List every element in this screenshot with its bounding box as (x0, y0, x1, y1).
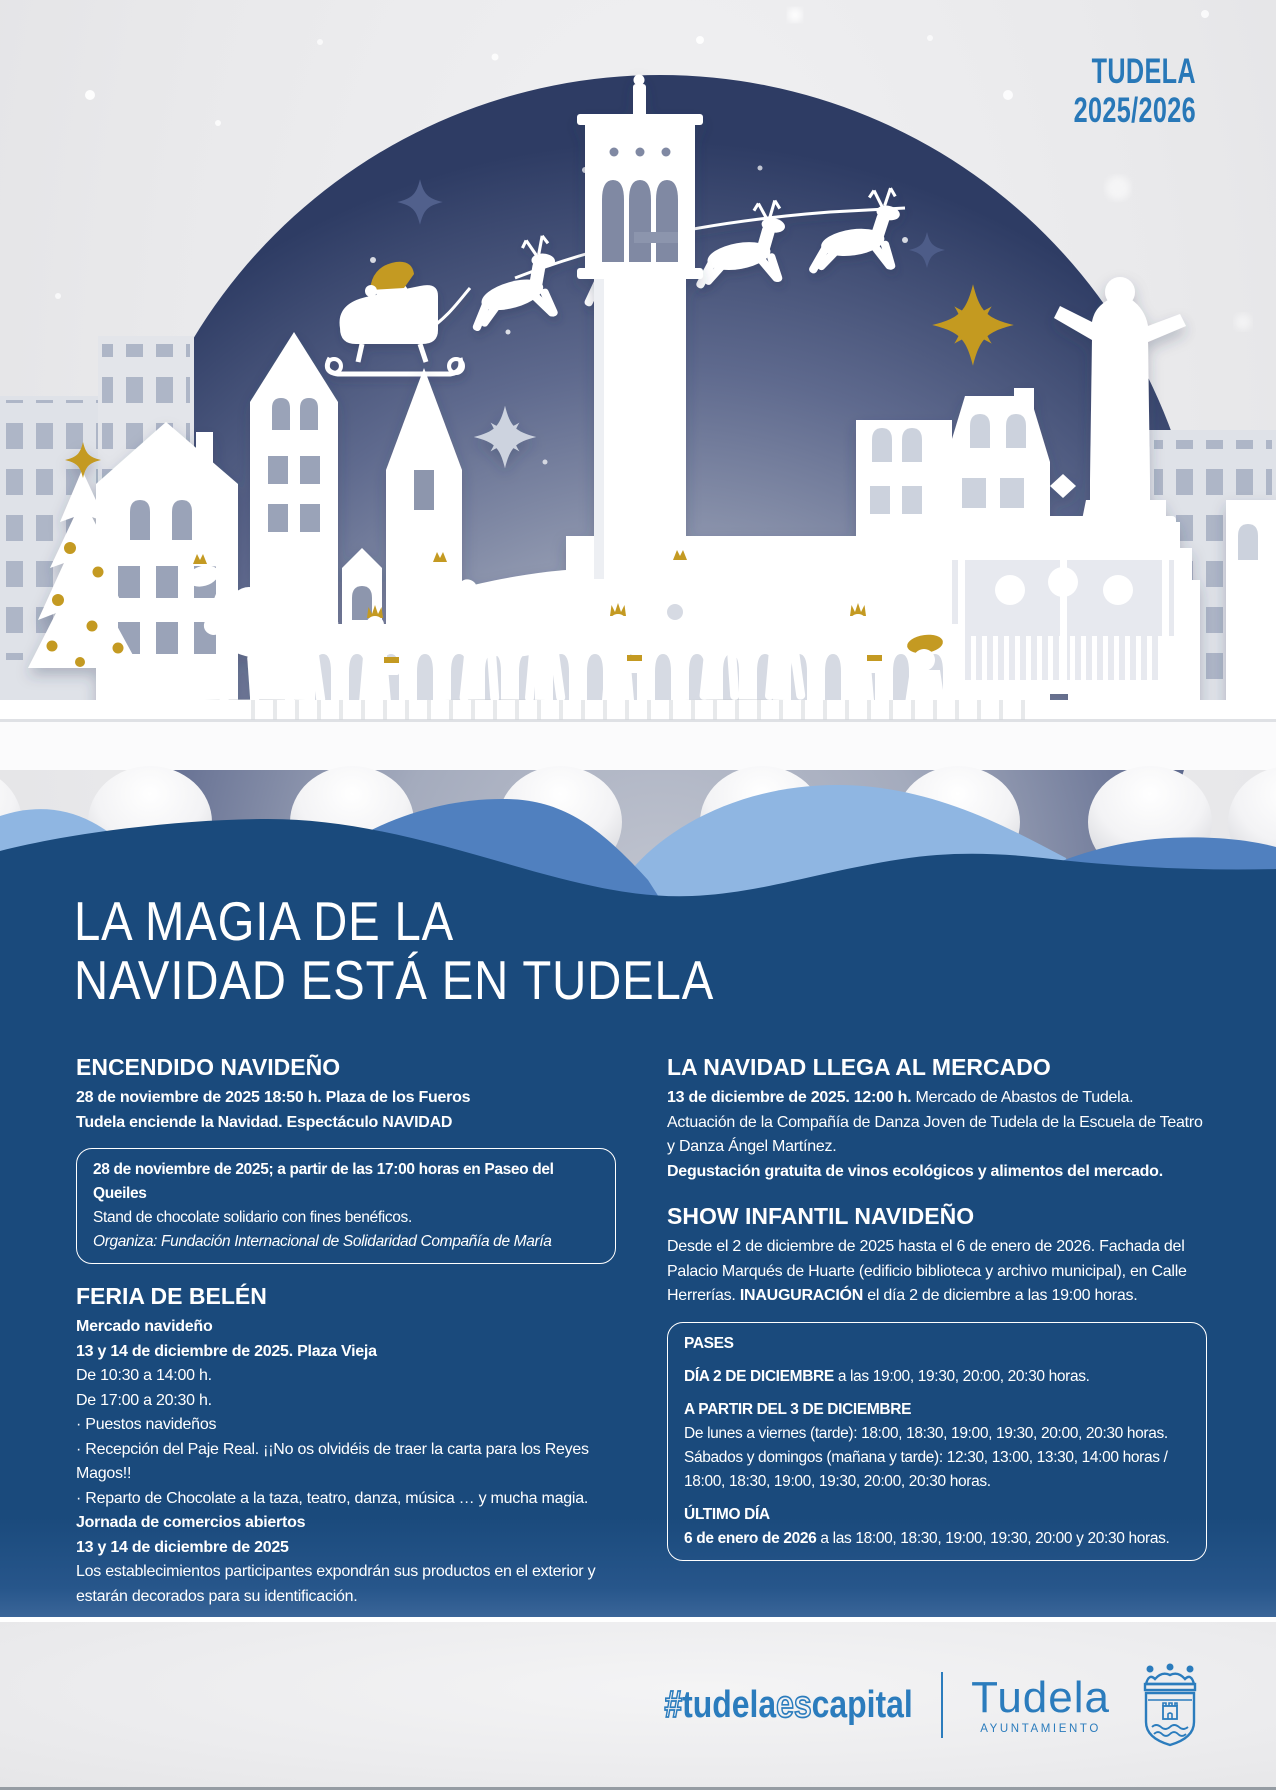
hashtag-part-2: es (776, 1683, 812, 1726)
left-column (76, 1054, 616, 1609)
mercado-date-line (667, 1086, 1207, 1111)
feria-time-1: De 10:30 a 14:00 h. (76, 1367, 212, 1384)
feria-sub-1: Mercado navideño (76, 1318, 213, 1335)
feria-bullet-2: · Recepción del Paje Real. ¡¡No os olvidéis de traer la carta para los Reyes Magos!! (76, 1440, 589, 1482)
cathedral-tower (577, 75, 703, 580)
chocolate-stand-box (76, 1148, 616, 1264)
mercado-line-3: Degustación gratuita de vinos ecológicos y alimentos del mercado. (667, 1162, 1163, 1180)
pases-ultimo-bold: 6 de enero de 2026 (684, 1529, 817, 1547)
ayuntamiento-wordmark (971, 1672, 1110, 1735)
street-band (0, 700, 1276, 770)
feria-sub-3: Jornada de comercios abiertos (76, 1514, 306, 1531)
hashtag-part-1: tudela (682, 1683, 777, 1726)
feria-sub-2: 13 y 14 de diciembre de 2025. Plaza Vieja (76, 1342, 377, 1360)
pases-ultimo (684, 1527, 1190, 1551)
show-inauguracion: INAUGURACIÓN (739, 1287, 864, 1304)
feria-sub-4: 13 y 14 de diciembre de 2025 (76, 1538, 289, 1556)
pases-apartir-heading: A PARTIR DEL 3 DE DICIEMBRE (684, 1400, 912, 1418)
show-body (667, 1235, 1207, 1309)
olentzero-figure (904, 633, 946, 710)
ayuntamiento-subtitle: AYUNTAMIENTO (980, 1722, 1101, 1735)
hashtag-hash: # (664, 1683, 683, 1726)
mercado-heading: LA NAVIDAD LLEGA AL MERCADO (667, 1054, 1051, 1080)
pases-dia2-bold: DÍA 2 DE DICIEMBRE (684, 1367, 834, 1385)
title-line-1: LA MAGIA DE LA (74, 890, 455, 952)
feria-text: Los establecimientos participantes expondrán sus productos en el exterior y estarán decorados para su identificación. (76, 1563, 596, 1605)
box-line-2: Stand de chocolate solidario con fines benéficos. (93, 1209, 412, 1226)
pases-apartir-line-1: De lunes a viernes (tarde): 18:00, 18:30, 19:00, 19:30, 20:00, 20:30 horas. (684, 1424, 1168, 1442)
brand-season: 2025/2026 (1073, 91, 1196, 130)
pases-apartir-line-2: Sábados y domingos (mañana y tarde): 12:30, 13:00, 13:30, 14:00 horas / 18:00, 18:30, 19:00, 19:30, 20:00, 20:30 horas. (684, 1448, 1168, 1490)
feria-heading: FERIA DE BELÉN (76, 1283, 267, 1309)
hashtag-part-3: capital (811, 1683, 914, 1726)
box-line-3: Organiza: Fundación Internacional de Solidaridad Compañía de María (93, 1233, 552, 1250)
encendido-line-1: 28 de noviembre de 2025 18:50 h. Plaza de los Fueros (76, 1089, 471, 1106)
encendido-line-2: Tudela enciende la Navidad. Espectáculo NAVIDAD (76, 1113, 453, 1131)
show-body-1: Desde el 2 de diciembre de 2025 hasta el 6 de enero de 2026. Fachada del Palacio Marqués de Huarte (edificio biblioteca y archivo municipal), en Calle Herrerías. (667, 1238, 1187, 1304)
pases-dia2 (684, 1365, 1190, 1389)
title-line-2: NAVIDAD ESTÁ EN TUDELA (74, 949, 715, 1011)
feria-bullet-3: · Reparto de Chocolate a la taza, teatro, danza, música … y mucha magia. (76, 1489, 589, 1507)
pases-ultimo-heading: ÚLTIMO DÍA (684, 1505, 770, 1523)
mercado-date-bold: 13 de diciembre de 2025. 12:00 h. (667, 1089, 912, 1106)
tudelaescapital-logo (665, 1684, 913, 1727)
mercado-line-2: Actuación de la Compañía de Danza Joven de Tudela de la Escuela de Teatro y Danza Ángel Martínez. (667, 1113, 1203, 1155)
box-line-1: 28 de noviembre de 2025; a partir de las 17:00 horas en Paseo del Queiles (93, 1161, 554, 1202)
feria-bullet-1: · Puestos navideños (76, 1416, 217, 1433)
footer (0, 1622, 1276, 1790)
ayuntamiento-name: Tudela (971, 1672, 1110, 1722)
ayuntamiento-crest-icon (1138, 1662, 1202, 1748)
pases-ultimo-rest: a las 18:00, 18:30, 19:00, 19:30, 20:00 y 20:30 horas. (816, 1529, 1170, 1547)
pases-dia2-rest: a las 19:00, 19:30, 20:00, 20:30 horas. (833, 1367, 1090, 1385)
encendido-heading: ENCENDIDO NAVIDEÑO (76, 1054, 341, 1080)
pases-title: PASES (684, 1334, 734, 1352)
brand-name: TUDELA (1091, 52, 1196, 91)
footer-logos (617, 1662, 1202, 1748)
logo-divider (941, 1672, 943, 1738)
show-heading: SHOW INFANTIL NAVIDEÑO (667, 1203, 975, 1229)
feria-time-2: De 17:00 a 20:30 h. (76, 1391, 212, 1409)
page-title (74, 892, 714, 1010)
pases-box (667, 1322, 1207, 1561)
show-body-2: el día 2 de diciembre a las 19:00 horas. (863, 1287, 1138, 1304)
right-column (667, 1054, 1207, 1580)
mercado-date-rest: Mercado de Abastos de Tudela. (911, 1089, 1134, 1106)
